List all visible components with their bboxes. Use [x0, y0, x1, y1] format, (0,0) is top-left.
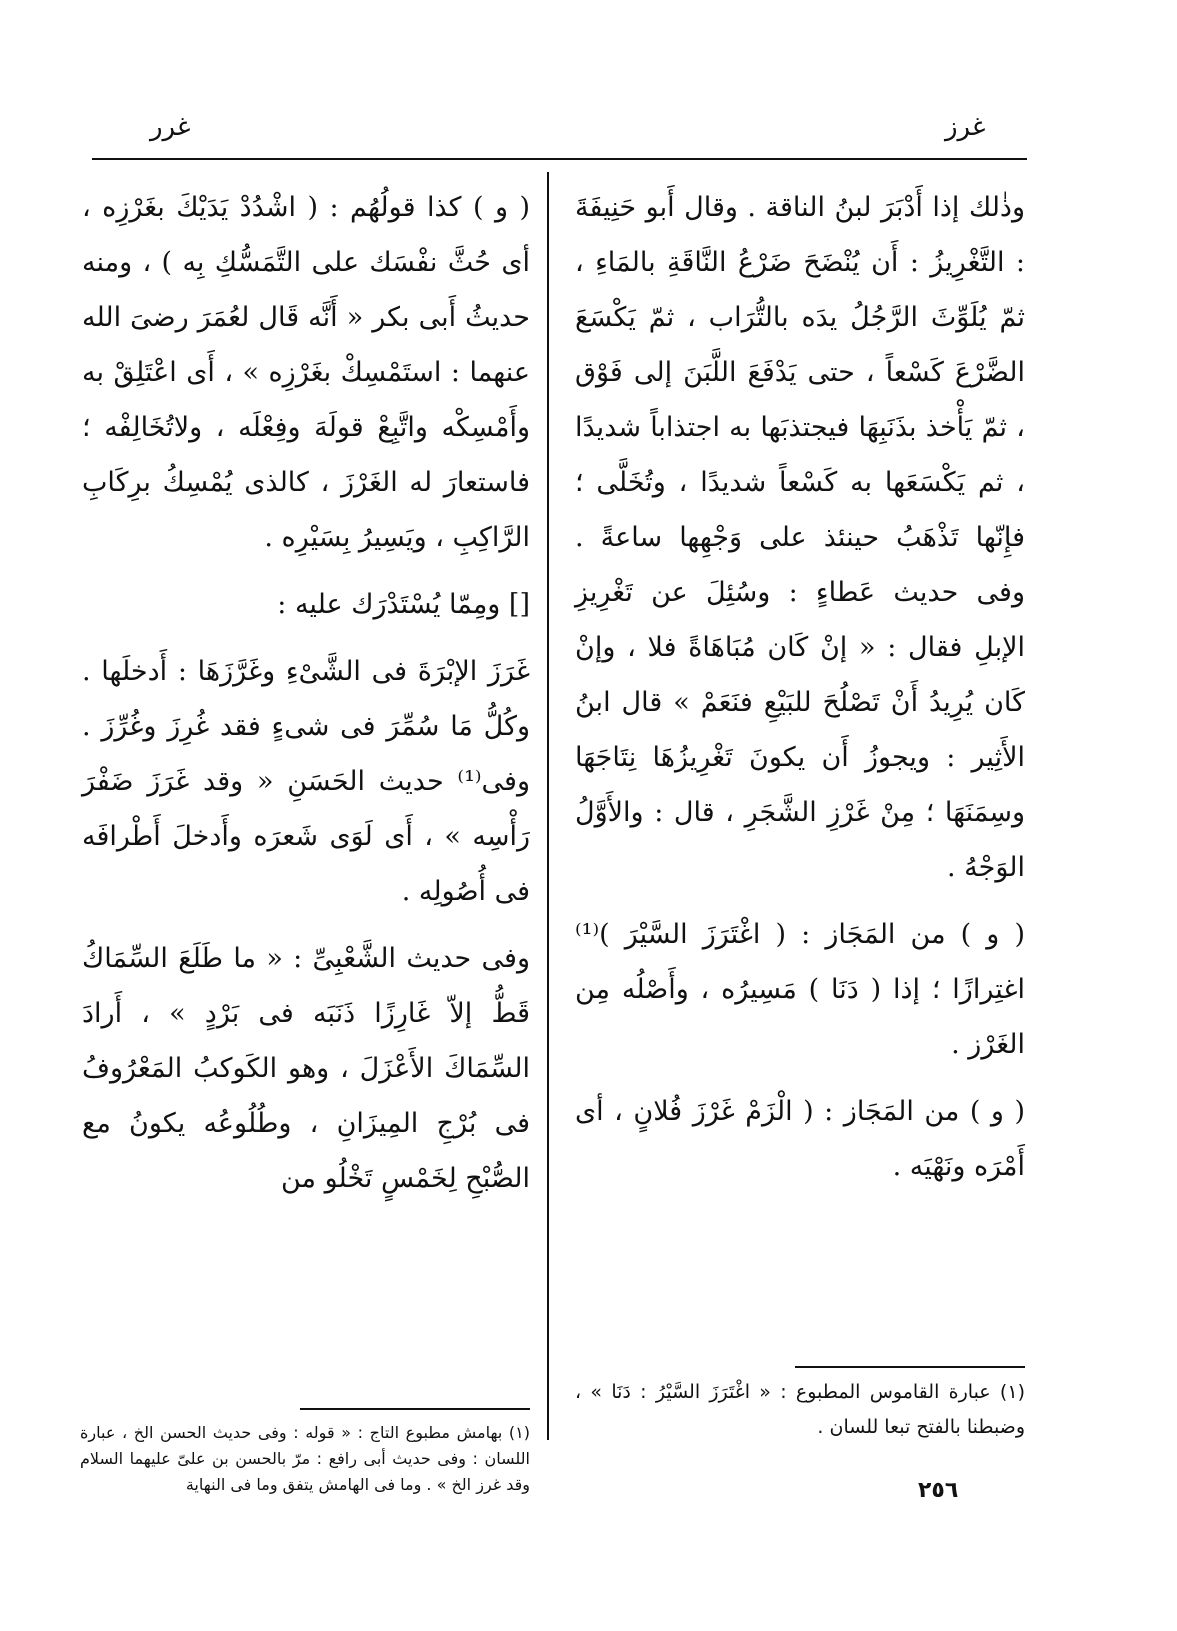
- footnote-right: (١) عبارة القاموس المطبوع : « اغْتَرَزَ السَّيْرُ : دَنَا » ، وضبطنا بالفتح تبعا للسان .: [575, 1381, 1025, 1438]
- paragraph: [] ومِمّا يُسْتَدْرَك عليه :: [277, 589, 530, 620]
- paragraph: ( و ) من المَجَاز : ( اغْتَرَزَ السَّيْرَ )⁽¹⁾ اغتِرازًا ؛ إذا ( دَنَا ) مَسِيرُه ، وأَصْلُه مِن الغَرْز .: [575, 919, 1025, 1060]
- page-number: ٢٥٦: [918, 1478, 959, 1503]
- footnote-rule-right: [795, 1366, 1025, 1368]
- paragraph: وذٰلك إذا أَدْبَرَ لبنُ الناقة . وقال أَبو حَنِيفَةَ : التَّغْرِيزُ : أَن يُنْضَحَ ضَرْعُ النَّاقَةِ بالمَاءِ ، ثمّ يُلَوِّثَ الرَّجُلُ يدَه بالتُّرَاب ، ثمّ يَكْسَعَ الضَّرْعَ كَسْعاً ، حتى يَدْفَعَ اللَّبَنَ إلى فَوْق ، ثمّ يَأْخذ بذَنَبِهَا فيجتذبَها به اجتذاباً شديدًا ، ثم يَكْسَعَها به كَسْعاً شديدًا ، وتُخَلَّى ؛ فإِنّها تَذْهَبُ حينئذ على وَجْهِها ساعةً . وفى حديث عَطاءٍ : وسُئِلَ عن تَغْرِيزِ الإبلِ فقال : « إنْ كَان مُبَاهَاةً فلا ، وإنْ كَان يُرِيدُ أَنْ تَصْلُحَ للبَيْعِ فنَعَمْ » قال ابنُ الأَثِير : ويجوزُ أَن يكونَ تَغْرِيزُهَا نِتَاجَهَا وسِمَنَهَا ؛ مِنْ غَرْزِ الشَّجَرِ ، قال : والأَوَّلُ الوَجْهُ .: [575, 192, 1025, 883]
- right-column: [575, 180, 1025, 1194]
- paragraph: ( و ) من المَجَاز : ( الْزَمْ غَرْزَ فُلانٍ ، أى أَمْرَه ونَهْيَه .: [575, 1096, 1025, 1182]
- paragraph: وفى حديث الشَّعْبِىِّ : « ما طَلَعَ السِّمَاكُ قَطُّ إلاّ غَارِزًا ذَنَبَه فى بَرْدٍ » ، أَرادَ السِّمَاكَ الأَعْزَلَ ، وهو الكَوكبُ المَعْرُوفُ فى بُرْجِ المِيزَانِ ، وطُلُوعُه يكونُ مع الصُّبْحِ لِخَمْسٍ تَخْلُو من: [82, 943, 530, 1194]
- paragraph: ( و ) كذا قولُهُم : ( اشْدُدْ يَدَيْكَ بغَرْزِه ، أى حُثَّ نفْسَك على التَّمَسُّكِ بِه ) ، ومنه حديثُ أَبى بكر « أَنَّه قَال لعُمَرَ رضىَ الله عنهما : استَمْسِكْ بغَرْزِه » ، أَى اعْتَلِقْ به وأَمْسِكْه واتَّبِعْ قولَهَ وفِعْلَه ، ولاتُخَالِفْه ؛ فاستعارَ له الغَرْزَ ، كالذى يُمْسِكُ برِكَابِ الرَّاكِبِ ، ويَسِيرُ بِسَيْرِه .: [82, 192, 530, 553]
- left-column: [82, 180, 530, 1206]
- header-left-word: غرر: [150, 112, 191, 142]
- footnote-rule-left: [300, 1408, 530, 1410]
- paragraph: غَرَزَ الإبْرَةَ فى الشَّىْءِ وغَرَّزَهَا : أَدخلَها . وكُلُّ مَا سُمِّرَ فى شىءٍ فقد غُرِزَ وغُرِّزَ . وفى⁽¹⁾ حديث الحَسَنِ « وقد غَرَزَ ضَفْرَ رَأْسِه » ، أَى لَوَى شَعرَه وأَدخلَ أَطْرافَه فى أُصُولِه .: [82, 656, 530, 907]
- column-divider: [547, 172, 549, 1440]
- footnote-left: (١) بهامش مطبوع التاج : « قوله : وفى حديث الحسن الخ ، عبارة اللسان : وفى حديث أبى رافع : مرّ بالحسن بن علىّ عليهما السلام وقد غرز الخ » . وما فى الهامش يتفق وما فى النهاية: [80, 1423, 530, 1494]
- header-right-word: غرز: [945, 112, 986, 142]
- header-rule: [92, 158, 1027, 160]
